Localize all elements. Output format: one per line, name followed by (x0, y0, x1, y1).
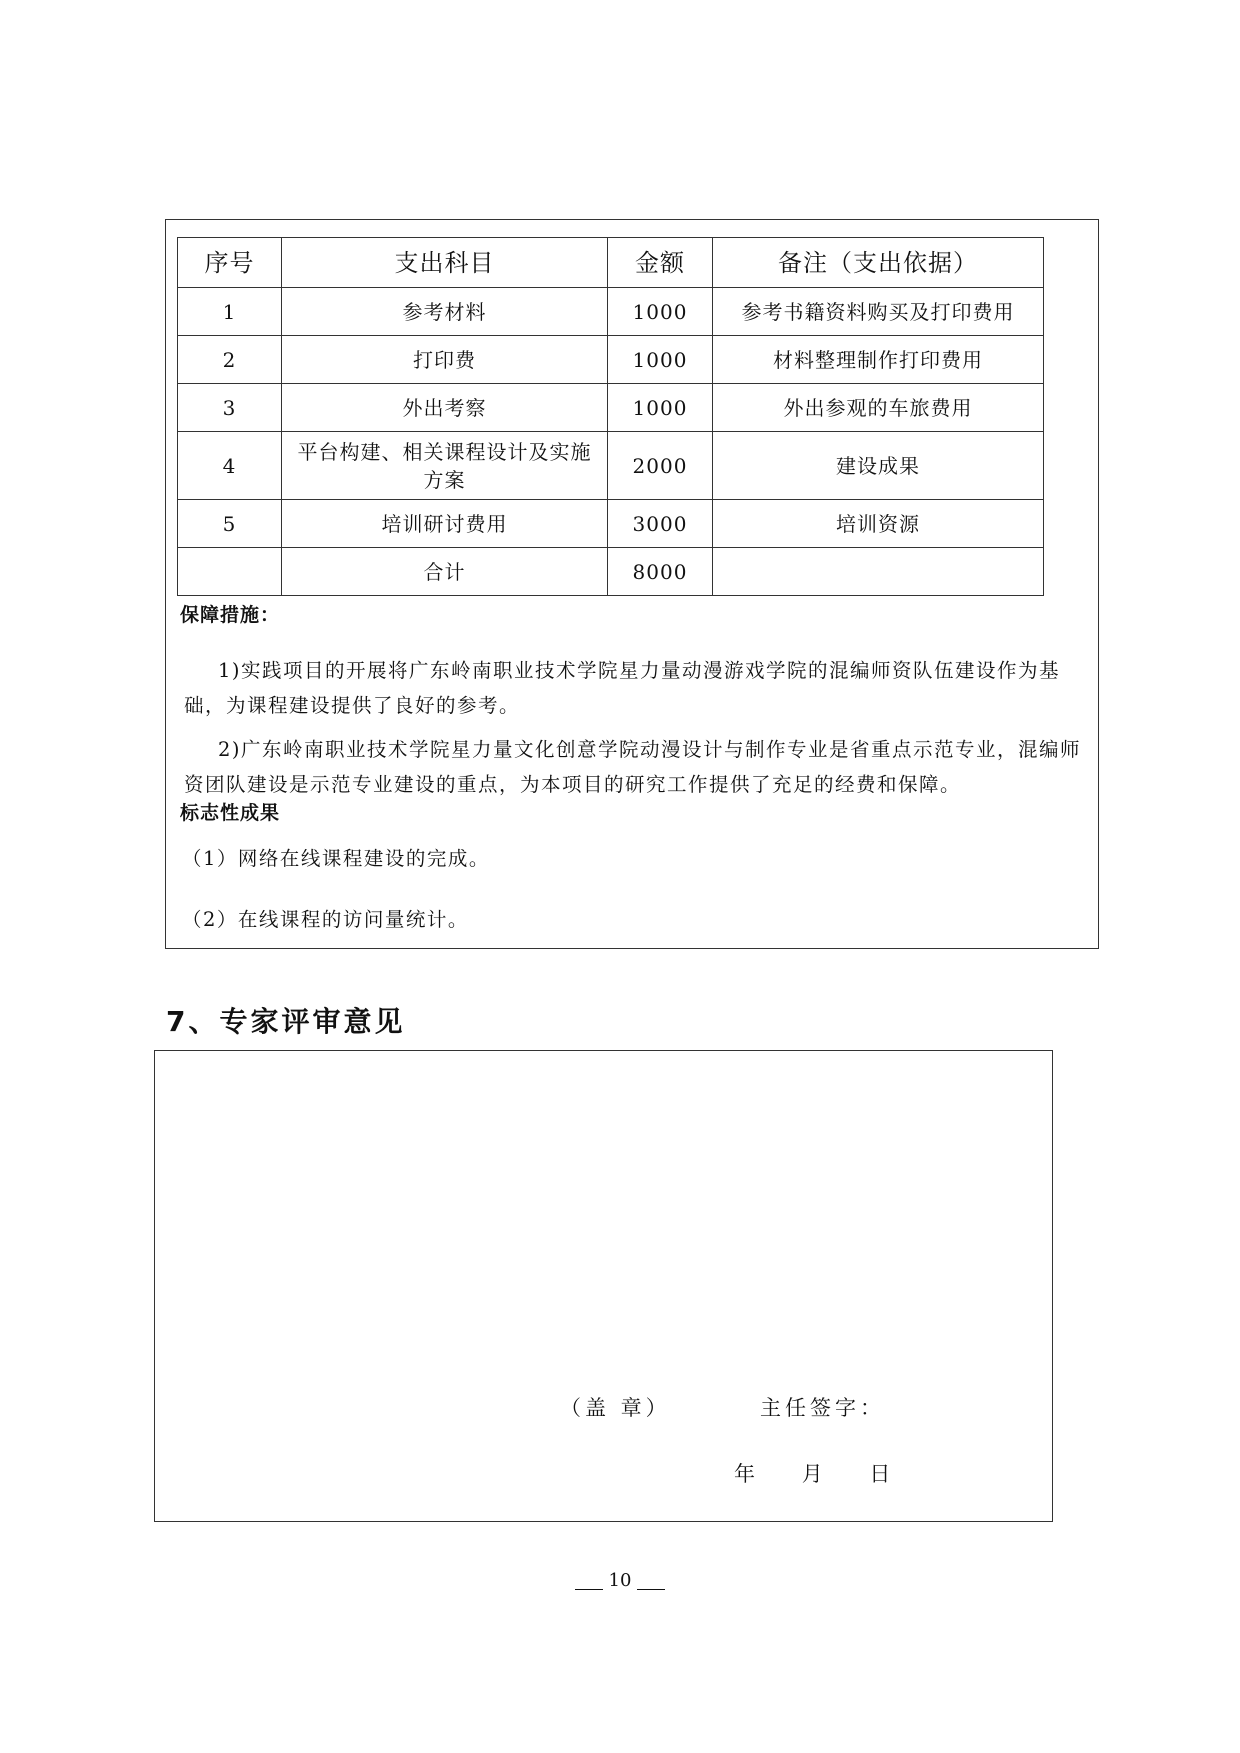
section-heading-expert-review: 7、专家评审意见 (166, 1005, 406, 1038)
outcome-item-2: （2）在线课程的访问量统计。 (182, 908, 469, 931)
cell-note: 参考书籍资料购买及打印费用 (713, 288, 1044, 336)
cell-amount: 1000 (608, 288, 713, 336)
page-number-rule-right (637, 1589, 665, 1590)
cell-serial (178, 548, 282, 596)
year-label: 年 (734, 1462, 755, 1486)
cell-note: 培训资源 (713, 500, 1044, 548)
outcomes-label: 标志性成果 (180, 802, 281, 824)
guarantee-paragraph-2: 2)广东岭南职业技术学院星力量文化创意学院动漫设计与制作专业是省重点示范专业，混编师资团队建设是示范专业建设的重点，为本项目的研究工作提供了充足的经费和保障。 (184, 738, 1082, 796)
expert-review-box (154, 1050, 1053, 1522)
guarantee-label: 保障措施： (180, 604, 281, 626)
guarantee-paragraph-1: 1)实践项目的开展将广东岭南职业技术学院星力量动漫游戏学院的混编师资队伍建设作为基础，为课程建设提供了良好的参考。 (184, 659, 1061, 717)
cell-note: 建设成果 (713, 432, 1044, 500)
cell-note: 外出参观的车旅费用 (713, 384, 1044, 432)
table-row (178, 432, 1044, 500)
director-signature-label: 主任签字： (760, 1396, 885, 1420)
cell-serial: 1 (178, 288, 282, 336)
cell-note (713, 548, 1044, 596)
cell-serial: 5 (178, 500, 282, 548)
page-number-value: 10 (608, 1570, 632, 1591)
table-header-row (178, 238, 1044, 288)
page-number-rule-left (575, 1589, 603, 1590)
cell-amount: 3000 (608, 500, 713, 548)
table-total-row (178, 548, 1044, 596)
header-serial: 序号 (178, 238, 282, 288)
month-label: 月 (801, 1462, 823, 1486)
cell-item: 打印费 (282, 336, 608, 384)
cell-amount: 1000 (608, 336, 713, 384)
cell-serial: 2 (178, 336, 282, 384)
date-row (734, 1458, 930, 1488)
header-note: 备注（支出依据） (713, 238, 1044, 288)
cell-serial: 3 (178, 384, 282, 432)
cell-item: 平台构建、相关课程设计及实施方案 (282, 432, 608, 500)
cell-amount: 2000 (608, 432, 713, 500)
cell-total-amount: 8000 (608, 548, 713, 596)
cell-note: 材料整理制作打印费用 (713, 336, 1044, 384)
page-number (0, 1570, 1240, 1591)
cell-item: 培训研讨费用 (282, 500, 608, 548)
outcome-item-1: （1）网络在线课程建设的完成。 (182, 847, 490, 870)
cell-amount: 1000 (608, 384, 713, 432)
day-label: 日 (869, 1462, 891, 1486)
seal-label: （盖 章） (560, 1396, 671, 1420)
cell-item: 外出考察 (282, 384, 608, 432)
cell-serial: 4 (178, 432, 282, 500)
header-expense-item: 支出科目 (282, 238, 608, 288)
header-amount: 金额 (608, 238, 713, 288)
table-row (178, 336, 1044, 384)
cell-total-label: 合计 (282, 548, 608, 596)
table-row (178, 500, 1044, 548)
cell-item: 参考材料 (282, 288, 608, 336)
table-row (178, 288, 1044, 336)
table-row (178, 384, 1044, 432)
budget-table (177, 237, 1044, 596)
